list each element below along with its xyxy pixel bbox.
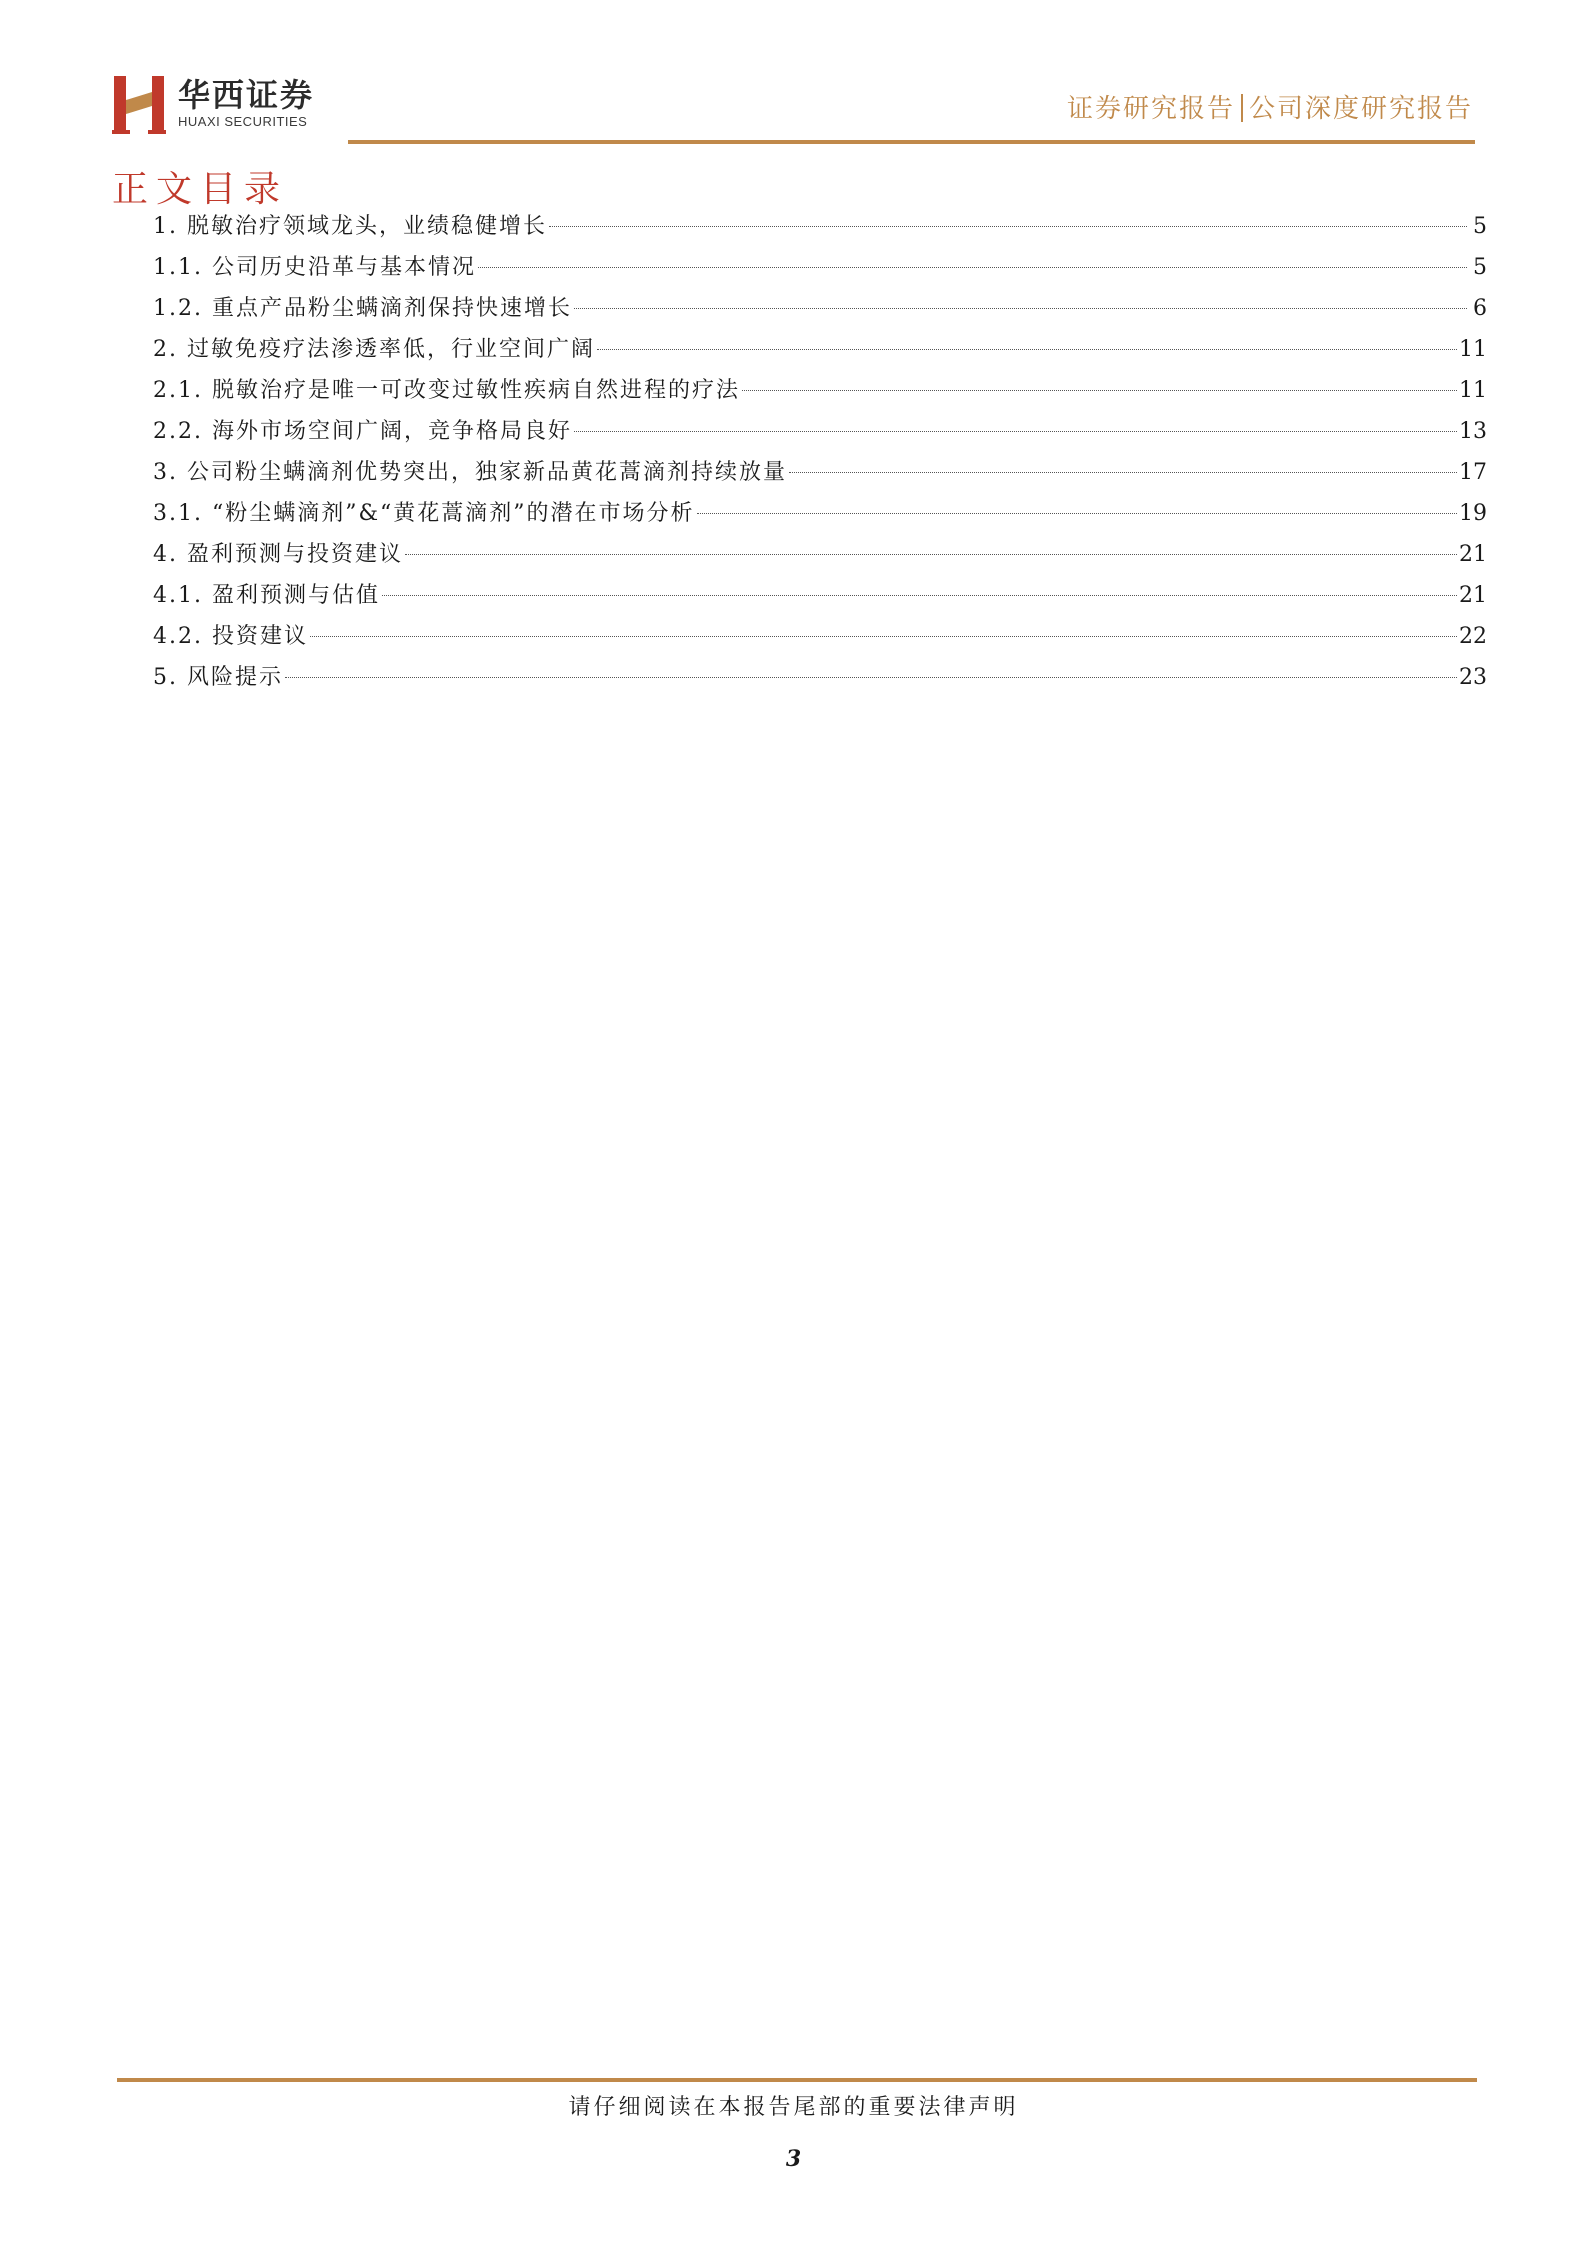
page-number: 3 — [785, 2146, 802, 2172]
toc-entry[interactable] — [153, 247, 1487, 288]
toc-entry-page[interactable]: 11 — [1459, 378, 1487, 403]
toc-entry-label[interactable]: 5. 风险提示 — [153, 665, 283, 690]
toc-entry-page[interactable]: 19 — [1459, 501, 1487, 526]
report-type-label — [1067, 88, 1473, 125]
huaxi-logo-icon — [112, 70, 166, 136]
footer-divider — [117, 2078, 1477, 2082]
toc-entry-label[interactable]: 3. 公司粉尘螨滴剂优势突出，独家新品黄花蒿滴剂持续放量 — [153, 460, 787, 485]
toc-entry-page[interactable]: 13 — [1459, 419, 1487, 444]
toc-entry[interactable] — [153, 411, 1487, 452]
toc-entry-page[interactable]: 22 — [1459, 624, 1487, 649]
toc-leader-dots — [789, 472, 1457, 473]
toc-entry[interactable] — [153, 206, 1487, 247]
logo-text — [178, 76, 314, 130]
header-divider — [348, 140, 1475, 144]
toc-leader-dots — [310, 636, 1457, 637]
toc-entry[interactable] — [153, 452, 1487, 493]
toc-leader-dots — [382, 595, 1457, 596]
toc-entry-label[interactable]: 2. 过敏免疫疗法渗透率低，行业空间广阔 — [153, 337, 595, 362]
toc-leader-dots — [574, 431, 1457, 432]
toc-entry-page[interactable]: 5 — [1473, 255, 1487, 280]
toc-entry-page[interactable]: 21 — [1459, 583, 1487, 608]
report-category: 证券研究报告 — [1066, 94, 1235, 124]
toc-entry[interactable] — [153, 370, 1487, 411]
toc-entry-page[interactable]: 6 — [1473, 296, 1487, 321]
logo-company-name: 华西证券 — [178, 76, 315, 114]
toc-entry-label[interactable]: 1.1. 公司历史沿革与基本情况 — [153, 255, 476, 280]
toc-leader-dots — [597, 349, 1457, 350]
toc-leader-dots — [549, 226, 1467, 227]
toc-leader-dots — [742, 390, 1457, 391]
toc-leader-dots — [478, 267, 1467, 268]
toc-leader-dots — [405, 554, 1457, 555]
toc-entry[interactable] — [153, 575, 1487, 616]
toc-entry-label[interactable]: 2.2. 海外市场空间广阔，竞争格局良好 — [153, 419, 572, 444]
toc-entry-label[interactable]: 4. 盈利预测与投资建议 — [153, 542, 403, 567]
toc-entry-page[interactable]: 5 — [1473, 214, 1487, 239]
report-subtype: 公司深度研究报告 — [1248, 94, 1473, 124]
toc-entry-label[interactable]: 3.1. “粉尘螨滴剂”&“黄花蒿滴剂”的潜在市场分析 — [153, 501, 695, 526]
toc-entry-page[interactable]: 21 — [1459, 542, 1487, 567]
toc-entry-page[interactable]: 17 — [1459, 460, 1487, 485]
toc-entry-label[interactable]: 4.1. 盈利预测与估值 — [153, 583, 380, 608]
page-title: 正文目录 — [112, 169, 289, 211]
toc-leader-dots — [574, 308, 1467, 309]
toc-entry[interactable] — [153, 288, 1487, 329]
toc-entry[interactable] — [153, 493, 1487, 534]
toc-entry-label[interactable]: 1. 脱敏治疗领域龙头，业绩稳健增长 — [153, 214, 547, 239]
toc-entry-page[interactable]: 23 — [1459, 665, 1487, 690]
toc-entry[interactable] — [153, 329, 1487, 370]
logo-company-name-en: HUAXI SECURITIES — [178, 114, 308, 129]
table-of-contents — [153, 206, 1487, 698]
toc-leader-dots — [697, 513, 1457, 514]
toc-entry[interactable] — [153, 616, 1487, 657]
company-logo — [112, 70, 314, 136]
toc-entry[interactable] — [153, 657, 1487, 698]
legal-notice: 请仔细阅读在本报告尾部的重要法律声明 — [568, 2095, 1019, 2120]
toc-entry[interactable] — [153, 534, 1487, 575]
header-separator — [1241, 94, 1243, 122]
toc-leader-dots — [285, 677, 1457, 678]
toc-entry-label[interactable]: 4.2. 投资建议 — [153, 624, 308, 649]
toc-entry-page[interactable]: 11 — [1459, 337, 1487, 362]
toc-entry-label[interactable]: 2.1. 脱敏治疗是唯一可改变过敏性疾病自然进程的疗法 — [153, 378, 740, 403]
toc-entry-label[interactable]: 1.2. 重点产品粉尘螨滴剂保持快速增长 — [153, 296, 572, 321]
